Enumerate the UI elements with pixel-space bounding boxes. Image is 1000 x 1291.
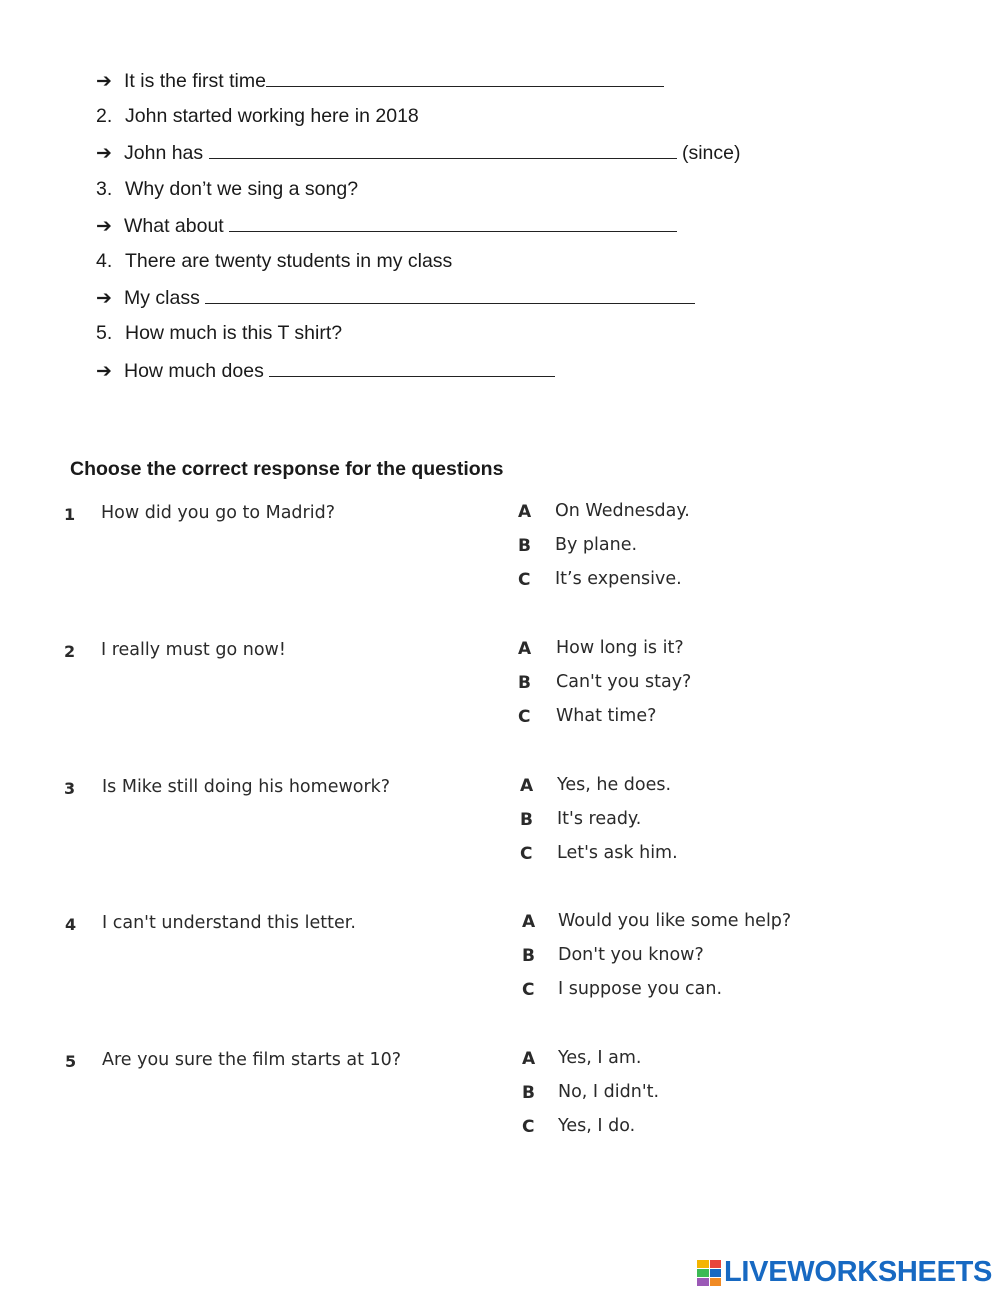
liveworksheets-brand (697, 1256, 992, 1289)
item-number: 2. (96, 105, 113, 128)
answer-blank[interactable] (209, 140, 677, 159)
question-number: 2 (64, 642, 76, 661)
rewrite-answer-line (96, 213, 677, 238)
arrow-icon: ➔ (96, 359, 112, 382)
item-sentence: Why don’t we sing a song? (125, 177, 359, 200)
option-text[interactable]: How long is it? (556, 638, 684, 658)
question-text: I really must go now! (101, 640, 286, 660)
question-number: 5 (65, 1052, 77, 1071)
arrow-icon: ➔ (96, 214, 112, 237)
answer-hint: (since) (676, 142, 741, 165)
answer-prompt: John has (124, 142, 209, 165)
logo-square (697, 1269, 709, 1277)
logo-square (710, 1278, 722, 1286)
option-text[interactable]: It's ready. (557, 809, 642, 829)
rewrite-answer-line (96, 68, 664, 93)
rewrite-item (96, 104, 419, 128)
rewrite-item (96, 249, 452, 273)
question-number: 4 (65, 915, 77, 934)
option-letter[interactable]: C (522, 1117, 535, 1137)
item-sentence: How much is this T shirt? (125, 322, 343, 345)
answer-blank[interactable] (205, 285, 695, 304)
item-sentence: There are twenty students in my class (125, 250, 453, 272)
question-text: Are you sure the film starts at 10? (102, 1050, 402, 1070)
option-letter[interactable]: A (522, 912, 536, 932)
question-text: How did you go to Madrid? (101, 503, 335, 523)
option-letter[interactable]: A (518, 639, 532, 659)
rewrite-answer-line (96, 140, 741, 165)
arrow-icon: ➔ (96, 142, 112, 165)
arrow-icon: ➔ (96, 70, 112, 92)
option-letter[interactable]: A (520, 776, 534, 796)
option-text[interactable]: Yes, I am. (558, 1048, 642, 1068)
answer-blank[interactable] (266, 68, 664, 87)
answer-blank[interactable] (229, 213, 677, 232)
option-letter[interactable]: B (518, 673, 531, 693)
option-text[interactable]: Can't you stay? (556, 672, 692, 692)
option-text[interactable]: Yes, he does. (557, 775, 672, 795)
question-text: I can't understand this letter. (102, 913, 356, 933)
option-letter[interactable]: B (522, 946, 535, 966)
question-text: Is Mike still doing his homework? (102, 777, 391, 797)
option-text[interactable]: On Wednesday. (555, 501, 690, 521)
logo-square (697, 1278, 709, 1286)
rewrite-item (96, 177, 358, 201)
option-letter[interactable]: B (518, 536, 531, 556)
item-number: 3. (96, 177, 113, 200)
option-text[interactable]: It’s expensive. (555, 569, 682, 589)
logo-square (710, 1269, 722, 1277)
option-text[interactable]: I suppose you can. (558, 979, 723, 999)
option-letter[interactable]: A (518, 502, 532, 522)
rewrite-answer-line (96, 285, 695, 310)
option-text[interactable]: What time? (556, 706, 657, 726)
rewrite-answer-line (96, 358, 555, 383)
option-text[interactable]: Yes, I do. (558, 1116, 636, 1136)
arrow-icon: ➔ (96, 287, 112, 310)
answer-prompt: What about (124, 214, 230, 237)
option-text[interactable]: Don't you know? (558, 945, 704, 965)
answer-prompt: How much does (124, 359, 270, 382)
option-letter[interactable]: B (522, 1083, 535, 1103)
option-letter[interactable]: B (520, 810, 533, 830)
option-letter[interactable]: C (520, 844, 533, 864)
option-text[interactable]: Would you like some help? (558, 911, 792, 931)
answer-prompt: My class (124, 287, 206, 310)
option-text[interactable]: No, I didn't. (558, 1082, 660, 1102)
question-number: 3 (64, 779, 76, 798)
question-number: 1 (64, 505, 76, 524)
answer-prompt: It is the first time (124, 70, 266, 92)
option-letter[interactable]: C (522, 980, 535, 1000)
item-sentence: John started working here in 2018 (125, 105, 419, 128)
liveworksheets-logo-icon (697, 1260, 721, 1286)
option-letter[interactable]: A (522, 1049, 536, 1069)
answer-blank[interactable] (269, 358, 555, 377)
option-text[interactable]: By plane. (555, 535, 638, 555)
option-text[interactable]: Let's ask him. (557, 843, 678, 863)
option-letter[interactable]: C (518, 707, 531, 727)
option-letter[interactable]: C (518, 570, 531, 590)
logo-square (697, 1260, 709, 1268)
rewrite-item (96, 321, 342, 345)
item-number: 5. (96, 322, 113, 345)
brand-text: LIVEWORKSHEETS (724, 1256, 993, 1288)
section-heading: Choose the correct response for the questions (70, 458, 504, 480)
item-number: 4. (96, 250, 113, 272)
logo-square (710, 1260, 722, 1268)
